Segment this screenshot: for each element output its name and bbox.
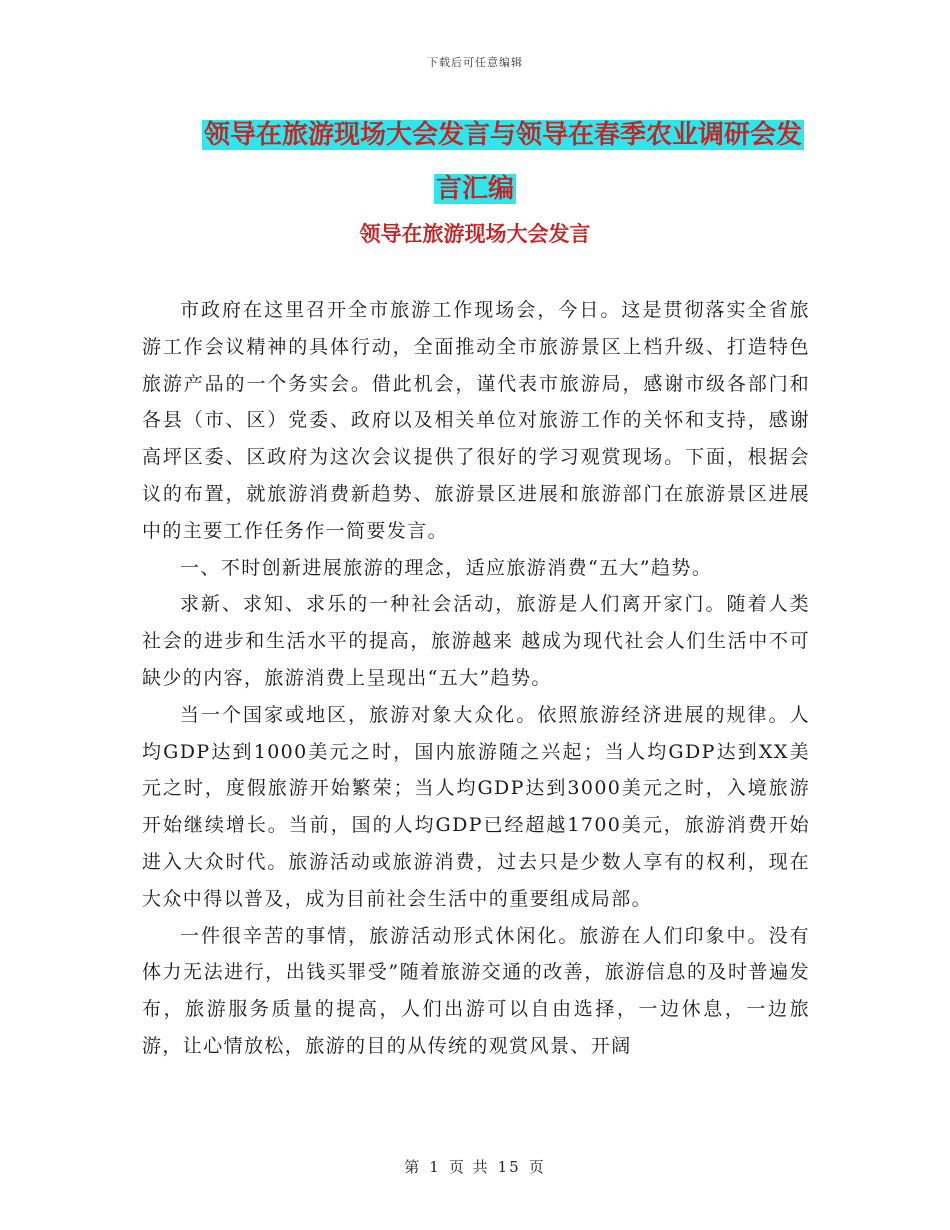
paragraph: 市政府在这里召开全市旅游工作现场会，今日。这是贯彻落实全省旅游工作会议精神的具体行动，全面推动全市旅游景区上档升级、打造特色旅游产品的一个务实会。借此机会，谨代表市旅游局，感谢市级各部门和各县（市、区）党委、政府以及相关单位对旅游工作的关怀和支持，感谢高坪区委、区政府为这次会议提供了很好的学习观赏现场。下面，根据会议的布置，就旅游消费新趋势、旅游景区进展和旅游部门在旅游景区进展中的主要工作任务作一简要发言。 (142, 299, 810, 542)
paragraph: 求新、求知、求乐的一种社会活动，旅游是人们离开家门。随着人类社会的进步和生活水平的提高，旅游越来 越成为现代社会人们生活中不可缺少的内容，旅游消费上呈现出“五大”趋势。 (142, 593, 810, 689)
section-title: 领导在旅游现场大会发言 (359, 222, 591, 246)
document-title-line-2: 言汇编 (435, 174, 514, 204)
paragraph: 一、不时创新进展旅游的理念，适应旅游消费“五大”趋势。 (180, 556, 713, 579)
page-number-footer (0, 1156, 950, 1177)
page-label-prefix: 第 (404, 1158, 422, 1176)
header-note: 下载后可任意编辑 (427, 56, 523, 69)
page-total: 15 (497, 1158, 521, 1176)
paragraph: 一件很辛苦的事情，旅游活动形式休闲化。旅游在人们印象中。没有体力无法进行，出钱买罪受”随着旅游交通的改善，旅游信息的及时普遍发布，旅游服务质量的提高，人们出游可以自由选择，一边休息，一边旅游，让心情放松，旅游的目的从传统的观赏风景、开阔 (142, 924, 810, 1057)
page-label-mid: 页 共 (448, 1158, 490, 1176)
page-current: 1 (429, 1158, 441, 1176)
page-label-suffix: 页 (528, 1158, 546, 1176)
paragraph: 当一个国家或地区，旅游对象大众化。依照旅游经济进展的规律。人均GDP达到1000美元之时，国内旅游随之兴起；当人均GDP达到XX美元之时，度假旅游开始繁荣；当人均GDP达到3000美元之时，入境旅游开始继续增长。当前，国的人均GDP已经超越1700美元，旅游消费开始进入大众时代。旅游活动或旅游消费，过去只是少数人享有的权利，现在大众中得以普及，成为目前社会生活中的重要组成局部。 (142, 703, 810, 910)
document-body (142, 292, 810, 1065)
document-title (142, 108, 808, 216)
document-title-line-1: 领导在旅游现场大会发言与领导在春季农业调研会发 (203, 120, 802, 150)
